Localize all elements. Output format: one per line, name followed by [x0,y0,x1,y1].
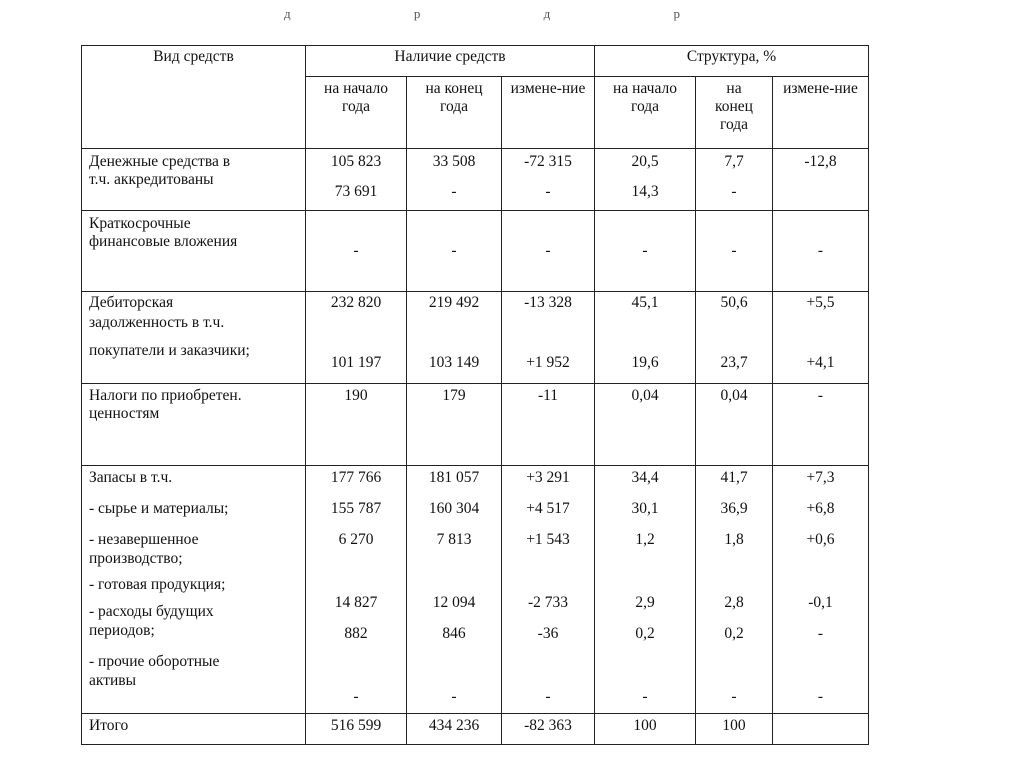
row-name-line: финансовые вложения [89,233,238,250]
value-cell [773,292,869,384]
value: - [642,242,648,259]
row-name-line: Итого [89,717,129,734]
value: - [817,625,824,642]
table-row [82,292,869,384]
value: 7 813 [436,531,472,548]
value: 73 691 [334,183,378,200]
value: - [451,183,457,200]
value-cell [595,384,696,466]
row-name-line: Денежные средства в [89,153,231,170]
row-name-line: производство; [89,550,183,567]
value-cell [696,211,773,292]
header-sub-cell [502,77,595,149]
value: 0,2 [724,625,744,642]
value: 0,04 [720,387,748,404]
row-name-line: Дебиторская [89,294,174,311]
value: - [817,387,824,404]
value-cell [502,292,595,384]
page-title: д р д р [284,6,740,21]
value: 1,2 [635,531,655,548]
value: 2,8 [724,594,744,611]
value: -36 [537,625,559,642]
row-name-line: Налоги по приобретен. [89,387,242,404]
value: - [353,688,359,705]
row-name-line: покупатели и заказчики; [89,342,250,359]
value: - [451,688,457,705]
value-cell [773,384,869,466]
value: 6 270 [338,531,374,548]
value: 190 [344,387,368,404]
value: 516 599 [330,717,382,734]
header-availability-label: Наличие средств [394,48,506,65]
value: 0,04 [631,387,659,404]
value-cell [595,211,696,292]
value-cell [595,149,696,211]
value-cell [407,466,502,714]
row-name-line: - незавершенное [89,531,199,548]
row-name-cell [82,149,306,211]
value: 41,7 [720,469,748,486]
value: 177 766 [330,469,382,486]
row-name-cell [82,384,306,466]
header-sub-label: на конец года [715,80,753,133]
header-cell-structure [595,46,869,77]
value: 23,7 [720,354,748,371]
row-name-line: Запасы в т.ч. [89,469,173,486]
value-cell [773,466,869,714]
row-name-line: задолженность в т.ч. [89,314,225,331]
value: 19,6 [631,354,659,371]
value: 846 [442,625,466,642]
header-type-label: Вид средств [153,48,234,65]
value: 219 492 [428,294,480,311]
value: - [731,688,737,705]
value: 0,2 [635,625,655,642]
row-name-cell [82,714,306,745]
value-cell [502,714,595,745]
value-cell [773,211,869,292]
value-cell [502,384,595,466]
value: 179 [442,387,466,404]
value: 232 820 [330,294,382,311]
value-cell [696,714,773,745]
value: - [545,688,551,705]
value: - [545,183,551,200]
value-cell [595,714,696,745]
value-cell [502,466,595,714]
table-row [82,211,869,292]
value: - [731,183,737,200]
header-sub-cell [773,77,869,149]
header-cell-type [82,46,306,149]
value: 155 787 [330,500,382,517]
row-name-line: активы [89,672,137,689]
value: - [817,688,824,705]
table-row-total [82,714,869,745]
value: +0,6 [806,531,835,548]
value: 45,1 [631,294,659,311]
value-cell [773,149,869,211]
value: 14 827 [334,594,378,611]
header-structure-label: Структура, % [686,48,777,65]
value: 34,4 [631,469,659,486]
value: -13 328 [524,294,572,311]
value: 100 [633,717,657,734]
value: 33 508 [432,153,476,170]
row-name-line: Краткосрочные [89,215,191,232]
header-sub-label: на начало года [324,80,388,115]
value: -11 [537,387,559,404]
value: 30,1 [631,500,659,517]
header-sub-cell [595,77,696,149]
value: 100 [722,717,746,734]
header-sub-cell [306,77,407,149]
value: 103 149 [428,354,480,371]
row-name-line: - прочие оборотные [89,653,220,670]
value: 20,5 [631,153,659,170]
value-cell [407,292,502,384]
value-cell [773,714,869,745]
value-cell [595,466,696,714]
header-sub-label: на начало года [613,80,677,115]
value: 50,6 [720,294,748,311]
value-cell [306,149,407,211]
value-cell [502,149,595,211]
value-cell [696,384,773,466]
header-sub-label: на конец года [425,80,483,115]
value: - [353,242,359,259]
value: +7,3 [806,469,835,486]
value: 12 094 [432,594,476,611]
value: -72 315 [524,153,572,170]
table-row [82,384,869,466]
value: 2,9 [635,594,655,611]
value: 101 197 [330,354,382,371]
value-cell [502,211,595,292]
value: - [731,242,737,259]
value: - [545,242,551,259]
table-row [82,466,869,714]
value: 181 057 [428,469,480,486]
value: +6,8 [806,500,835,517]
value-cell [306,714,407,745]
header-sub-cell [696,77,773,149]
row-name-line: ценностям [89,405,160,422]
header-sub-label: измене-ние [783,80,858,97]
value-cell [696,149,773,211]
value: 160 304 [428,500,480,517]
value: 36,9 [720,500,748,517]
header-sub-cell [407,77,502,149]
value: 434 236 [428,717,480,734]
table-row [82,149,869,211]
value: -12,8 [804,153,837,170]
value: +3 291 [526,469,570,486]
value: -82 363 [524,717,572,734]
row-name-cell [82,466,306,714]
row-name-line: т.ч. аккредитованы [89,171,214,188]
header-cell-availability [306,46,595,77]
value-cell [407,149,502,211]
value-cell [306,384,407,466]
value-cell [407,714,502,745]
value: -0,1 [808,594,833,611]
value-cell [696,466,773,714]
value: - [642,688,648,705]
value: -2 733 [527,594,569,611]
value-cell [595,292,696,384]
value-cell [696,292,773,384]
value-cell [306,211,407,292]
value-cell [407,211,502,292]
value: +1 543 [526,531,570,548]
value-cell [407,384,502,466]
row-name-cell [82,292,306,384]
row-name-line: - готовая продукция; [89,576,226,593]
value: 7,7 [724,153,744,170]
assets-structure-table [81,45,869,745]
value: +4,1 [806,354,835,371]
value-cell [306,292,407,384]
row-name-line: - сырье и материалы; [89,500,229,517]
value: - [451,242,457,259]
row-name-cell [82,211,306,292]
header-sub-label: измене-ние [510,80,586,97]
value-cell [306,466,407,714]
value: 14,3 [631,183,659,200]
value: +5,5 [806,294,835,311]
row-name-line: периодов; [89,622,155,639]
value: 1,8 [724,531,744,548]
value: 882 [344,625,368,642]
value: 105 823 [330,153,382,170]
value: - [817,242,824,259]
row-name-line: - расходы будущих [89,603,214,620]
value: +4 517 [526,500,570,517]
value: +1 952 [526,354,570,371]
header-row-groups [82,46,869,77]
